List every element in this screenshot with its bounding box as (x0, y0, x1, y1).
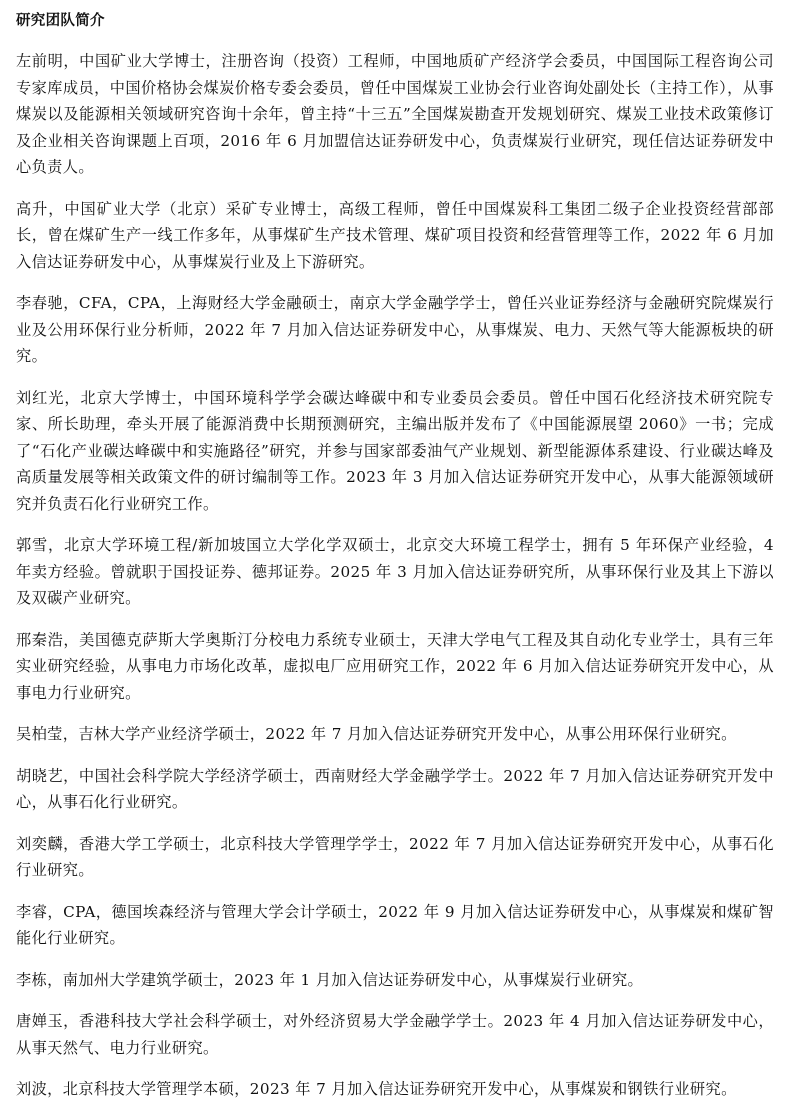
bio-paragraph: 吴柏莹，吉林大学产业经济学硕士，2022 年 7 月加入信达证券研究开发中心，从事公用环保行业研究。 (16, 725, 737, 743)
bio-paragraph: 胡晓艺，中国社会科学院大学经济学硕士，西南财经大学金融学学士。2022 年 7 月加入信达证券研究开发中心，从事石化行业研究。 (16, 766, 774, 811)
bio-paragraph: 唐婵玉，香港科技大学社会科学硕士，对外经济贸易大学金融学学士。2023 年 4 月加入信达证券研发中心，从事天然气、电力行业研究。 (16, 1012, 774, 1057)
bio-paragraph: 李栋，南加州大学建筑学硕士，2023 年 1 月加入信达证券研发中心，从事煤炭行业研究。 (16, 970, 644, 989)
section-title: 研究团队简介 (16, 13, 105, 29)
bio-paragraph: 刘波，北京科技大学管理学本硕，2023 年 7 月加入信达证券研究开发中心，从事煤炭和钢铁行业研究。 (16, 1080, 737, 1098)
bio-paragraph: 李春驰，CFA，CPA，上海财经大学金融硕士，南京大学金融学学士，曾任兴业证券经济与金融研究院煤炭行业及公用环保行业分析师，2022 年 7 月加入信达证券研发中心，从事煤炭、电力、天然气等大能源板块的研究。 (16, 294, 774, 365)
research-team-bio-list (16, 48, 774, 1118)
bio-paragraph: 邢秦浩，美国德克萨斯大学奥斯汀分校电力系统专业硕士，天津大学电气工程及其自动化专业学士，具有三年实业研究经验，从事电力市场化改革，虚拟电厂应用研究工作，2022 年 6 月加入信达证券研究开发中心，从事电力行业研究。 (16, 630, 774, 702)
bio-paragraph: 左前明，中国矿业大学博士，注册咨询（投资）工程师，中国地质矿产经济学会委员，中国国际工程咨询公司专家库成员，中国价格协会煤炭价格专委会委员，曾任中国煤炭工业协会行业咨询处副处长（主持工作），从事煤炭以及能源相关领域研究咨询十余年，曾主持“十三五”全国煤炭勘查开发规划研究、煤炭工业技术政策修订及企业相关咨询课题上百项，2016 年 6 月加盟信达证券研发中心，负责煤炭行业研究，现任信达证券研发中心负责人。 (16, 52, 774, 176)
bio-paragraph: 刘红光，北京大学博士，中国环境科学学会碳达峰碳中和专业委员会委员。曾任中国石化经济技术研究院专家、所长助理，牵头开展了能源消费中长期预测研究，主编出版并发布了《中国能源展望 2060》一书；完成了“石化产业碳达峰碳中和实施路径”研究，并参与国家部委油气产业规划、新型能源体系建设、行业碳达峰及高质量发展等相关政策文件的研讨编制等工作。2023 年 3 月加入信达证券研究开发中心，从事大能源领域研究并负责石化行业研究工作。 (16, 388, 774, 513)
bio-paragraph: 高升，中国矿业大学（北京）采矿专业博士，高级工程师，曾任中国煤炭科工集团二级子企业投资经营部部长，曾在煤矿生产一线工作多年，从事煤矿生产技术管理、煤矿项目投资和经营管理等工作，2022 年 6 月加入信达证券研发中心，从事煤炭行业及上下游研究。 (16, 199, 774, 271)
bio-paragraph: 李睿，CPA，德国埃森经济与管理大学会计学硕士，2022 年 9 月加入信达证券研发中心，从事煤炭和煤矿智能化行业研究。 (16, 902, 774, 947)
bio-paragraph: 刘奕麟，香港大学工学硕士，北京科技大学管理学学士，2022 年 7 月加入信达证券研究开发中心，从事石化行业研究。 (16, 834, 774, 879)
bio-paragraph: 郭雪，北京大学环境工程/新加坡国立大学化学双硕士，北京交大环境工程学士，拥有 5 年环保产业经验，4 年卖方经验。曾就职于国投证券、德邦证券。2025 年 3 月加入信达证券研究所，从事环保行业及其上下游以及双碳产业研究。 (16, 536, 774, 607)
